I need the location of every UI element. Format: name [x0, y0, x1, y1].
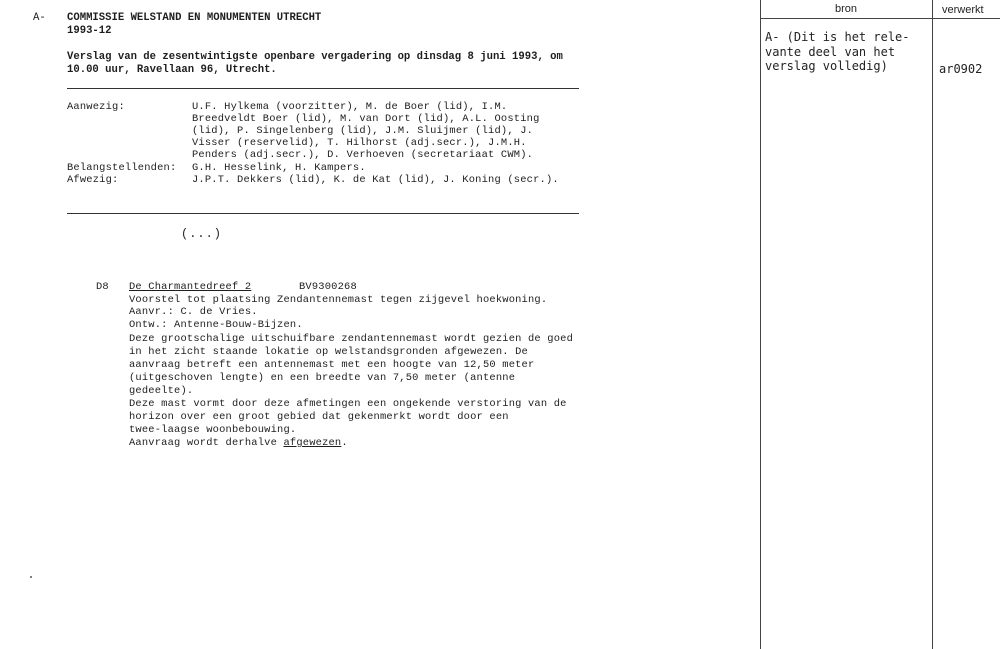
divider-top — [67, 88, 579, 89]
stakeholders-value: G.H. Hesselink, H. Kampers. — [192, 162, 366, 174]
report-number: 1993-12 — [67, 25, 112, 37]
present-line: Breedveldt Boer (lid), M. van Dort (lid), A.L. Oosting — [192, 113, 540, 125]
present-line: (lid), P. Singelenberg (lid), J.M. Sluijmer (lid), J. — [192, 125, 534, 137]
present-line: U.F. Hylkema (voorzitter), M. de Boer (lid), I.M. — [192, 101, 508, 113]
col-header-bron: bron — [834, 3, 858, 15]
stakeholders-label: Belangstellenden: — [67, 162, 177, 174]
item-line: aanvraag betreft een antennemast met een hoogte van 12,50 meter — [129, 359, 535, 371]
col-header-verwerkt: verwerkt — [942, 4, 984, 16]
org-title: COMMISSIE WELSTAND EN MONUMENTEN UTRECHT — [67, 12, 322, 24]
sidebar-left-border — [760, 0, 761, 649]
present-line: Visser (reservelid), T. Hilhorst (adj.secr.), J.M.H. — [192, 137, 527, 149]
sidebar-note-line: verslag volledig) — [765, 59, 888, 73]
report-line-2: 10.00 uur, Ravellaan 96, Utrecht. — [67, 64, 277, 76]
ellipsis: (...) — [181, 227, 223, 241]
margin-marker: A- — [33, 12, 46, 24]
present-line: Penders (adj.secr.), D. Verhoeven (secretariaat CWM). — [192, 149, 534, 161]
item-line: (uitgeschoven lengte) en een breedte van 7,50 meter (antenne — [129, 372, 516, 384]
divider-bottom — [67, 213, 579, 214]
sidebar-code: ar0902 — [939, 62, 983, 76]
item-line: Deze grootschalige uitschuifbare zendantennemast wordt gezien de goed — [129, 333, 574, 345]
item-line: Ontw.: Antenne-Bouw-Bijzen. — [129, 319, 303, 331]
item-line: gedeelte). — [129, 385, 194, 397]
present-label: Aanwezig: — [67, 101, 125, 113]
item-line: horizon over een groot gebied dat gekenmerkt wordt door een — [129, 411, 509, 423]
sidebar-note-line: A- (Dit is het rele- — [765, 30, 910, 44]
scan-speck — [30, 576, 32, 578]
report-line-1: Verslag van de zesentwintigste openbare vergadering op dinsdag 8 juni 1993, om — [67, 51, 563, 63]
item-reference: BV9300268 — [299, 281, 357, 293]
item-line: Deze mast vormt door deze afmetingen een ongekende verstoring van de — [129, 398, 567, 410]
item-line: Aanvr.: C. de Vries. — [129, 306, 258, 318]
item-line: twee-laagse woonbebouwing. — [129, 424, 297, 436]
absent-label: Afwezig: — [67, 174, 119, 186]
item-line: in het zicht staande lokatie op welstandsgronden afgewezen. De — [129, 346, 528, 358]
item-code: D8 — [96, 281, 109, 293]
sidebar-column-divider — [932, 0, 933, 649]
item-line: Voorstel tot plaatsing Zendantennemast tegen zijgevel hoekwoning. — [129, 294, 548, 306]
item-conclusion: Aanvraag wordt derhalve afgewezen. — [129, 437, 348, 449]
sidebar-note-line: vante deel van het — [765, 45, 896, 59]
sidebar-header-rule — [760, 18, 1000, 19]
item-address: De Charmantedreef 2 — [129, 281, 252, 293]
absent-value: J.P.T. Dekkers (lid), K. de Kat (lid), J. Koning (secr.). — [192, 174, 559, 186]
